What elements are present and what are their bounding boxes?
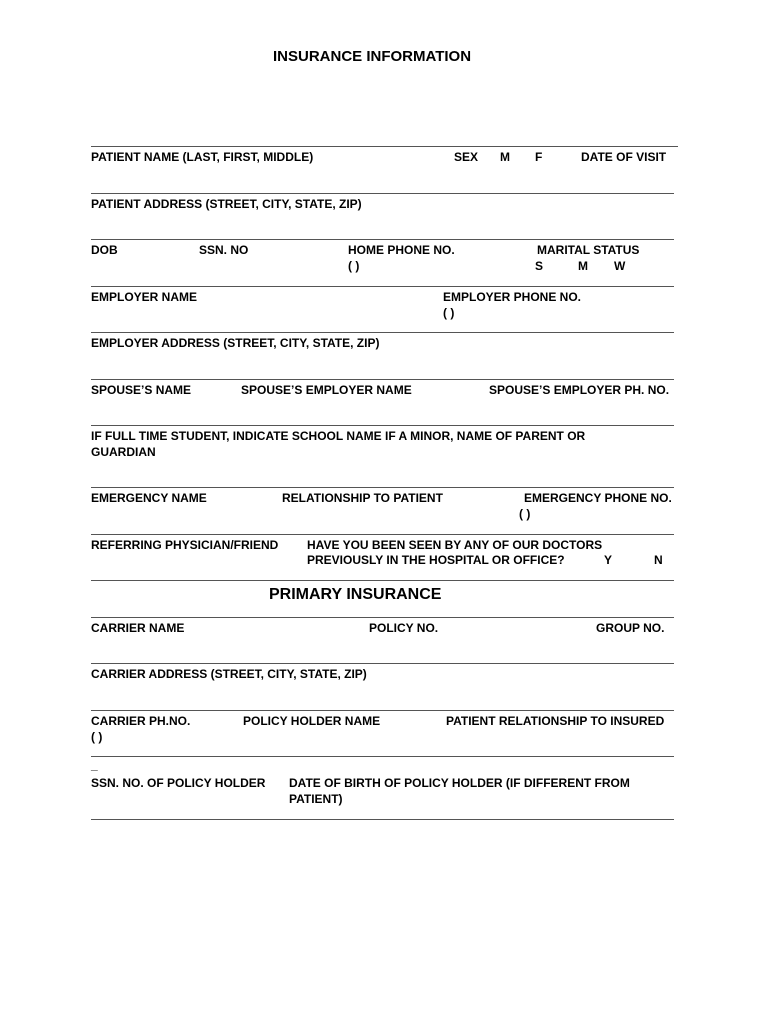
marital-m-option[interactable]: M [578,259,588,273]
referring-line[interactable] [91,534,674,535]
seen-no-option[interactable]: N [654,553,663,567]
referring-physician-label: REFERRING PHYSICIAN/FRIEND [91,538,279,552]
carrier-name-line[interactable] [91,617,674,618]
dob-policy-holder-line2: PATIENT) [289,792,343,806]
emergency-phone-label: EMERGENCY PHONE NO. [524,491,672,505]
ssn-policy-holder-line[interactable] [91,756,674,757]
group-no-label: GROUP NO. [596,621,665,635]
section-divider [91,580,674,581]
emergency-line[interactable] [91,487,674,488]
spouse-employer-phone-label: SPOUSE’S EMPLOYER PH. NO. [489,383,670,397]
employer-phone-label: EMPLOYER PHONE NO. [443,290,582,304]
carrier-address-label: CARRIER ADDRESS (STREET, CITY, STATE, ZIP) [91,667,367,681]
date-of-visit-label: DATE OF VISIT [581,150,667,164]
spouse-employer-name-label: SPOUSE’S EMPLOYER NAME [241,383,412,397]
patient-address-label: PATIENT ADDRESS (STREET, CITY, STATE, ZIP) [91,197,362,211]
primary-insurance-heading: PRIMARY INSURANCE [269,586,442,603]
carrier-address-line[interactable] [91,663,674,664]
patient-relationship-label: PATIENT RELATIONSHIP TO INSURED [446,714,665,728]
seen-question-line1: HAVE YOU BEEN SEEN BY ANY OF OUR DOCTORS [307,538,603,552]
relationship-to-patient-label: RELATIONSHIP TO PATIENT [282,491,443,505]
carrier-phone-label: CARRIER PH.NO. [91,714,191,728]
home-phone-label: HOME PHONE NO. [348,243,455,257]
seen-yes-option[interactable]: Y [604,553,613,567]
emergency-phone-paren: ( ) [519,507,531,521]
marital-status-label: MARITAL STATUS [537,243,640,257]
dob-label: DOB [91,243,118,257]
patient-name-line[interactable] [91,146,678,147]
carrier-name-label: CARRIER NAME [91,621,185,635]
sex-m-option[interactable]: M [500,150,510,164]
ssn-label: SSN. NO [199,243,249,257]
dob-line[interactable] [91,239,674,240]
patient-address-line[interactable] [91,193,674,194]
student-line[interactable] [91,425,674,426]
final-line[interactable] [91,819,674,820]
employer-address-label: EMPLOYER ADDRESS (STREET, CITY, STATE, ZIP) [91,336,380,350]
employer-name-label: EMPLOYER NAME [91,290,198,304]
policy-no-label: POLICY NO. [369,621,439,635]
student-label-line2: GUARDIAN [91,445,156,459]
student-label-line1: IF FULL TIME STUDENT, INDICATE SCHOOL NAME IF A MINOR, NAME OF PARENT OR [91,429,586,443]
sex-label: SEX [454,150,479,164]
form-title: INSURANCE INFORMATION [273,48,472,65]
spouse-name-label: SPOUSE’S NAME [91,383,192,397]
carrier-phone-line[interactable] [91,710,674,711]
emergency-name-label: EMERGENCY NAME [91,491,207,505]
home-phone-paren: ( ) [348,259,360,273]
employer-address-line[interactable] [91,332,674,333]
marital-w-option[interactable]: W [614,259,626,273]
dob-policy-holder-line1: DATE OF BIRTH OF POLICY HOLDER (IF DIFFERENT FROM [289,776,630,790]
policy-holder-name-label: POLICY HOLDER NAME [243,714,381,728]
employer-name-line[interactable] [91,286,674,287]
seen-question-line2: PREVIOUSLY IN THE HOSPITAL OR OFFICE? [307,553,565,567]
carrier-phone-paren: ( ) [91,730,103,744]
ssn-policy-holder-label: SSN. NO. OF POLICY HOLDER [91,776,266,790]
marital-s-option[interactable]: S [535,259,544,273]
spouse-line[interactable] [91,379,674,380]
underscore-stub: _ [91,758,98,772]
employer-phone-paren: ( ) [443,306,455,320]
patient-name-label: PATIENT NAME (LAST, FIRST, MIDDLE) [91,150,314,164]
sex-f-option[interactable]: F [535,150,543,164]
